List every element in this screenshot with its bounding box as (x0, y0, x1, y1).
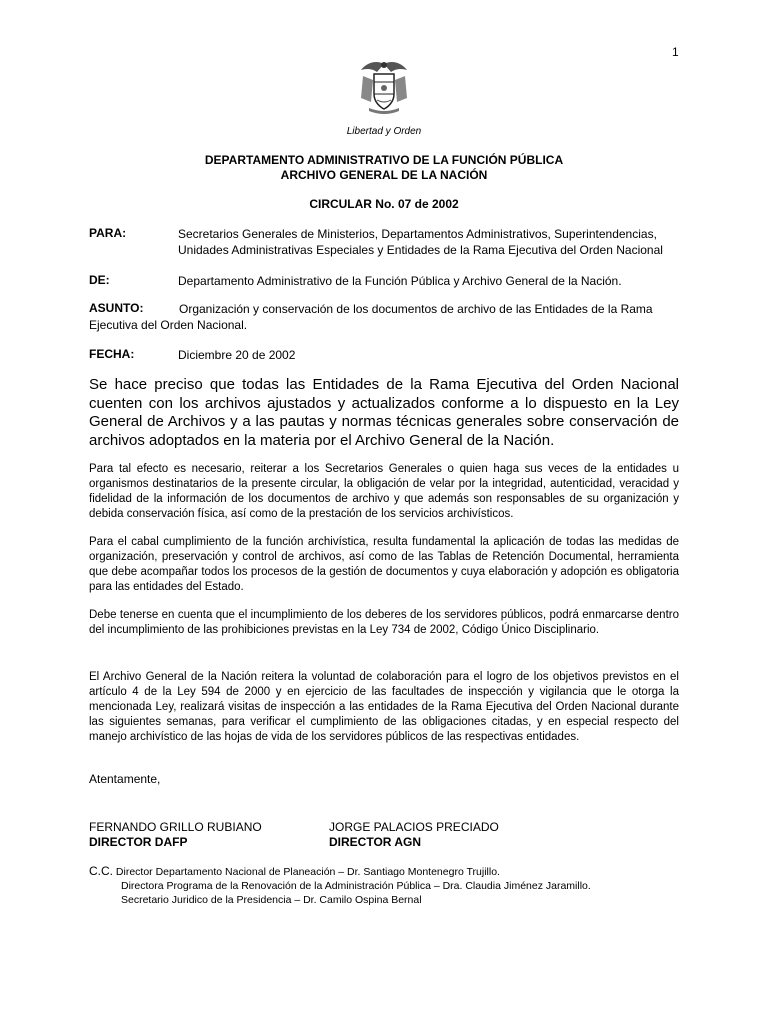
fecha-label: FECHA: (89, 347, 135, 361)
signature-block (89, 820, 262, 850)
para-line: Secretarios Generales de Ministerios, Departamentos Administrativos, Superintendencias, (178, 227, 657, 241)
archive-heading: ARCHIVO GENERAL DE LA NACIÓN (280, 168, 488, 182)
de-label: DE: (89, 273, 110, 287)
para-line: Unidades Administrativas Especiales y Entidades de la Rama Ejecutiva del Orden Nacional (178, 243, 663, 257)
asunto-label: ASUNTO: (89, 301, 144, 315)
body-paragraph: Para el cabal cumplimiento de la función archivística, resulta fundamental la aplicación de todas las medidas de organización, preservación y control de archivos, así como de las Tablas de Retención Documental, herramienta que debe acompañar todos los procesos de la gestión de documentos y cuya elaboración y adopción es obligatoria para las entidades del Estado. (89, 536, 679, 593)
signer-title: DIRECTOR AGN (329, 835, 422, 849)
signature-block (329, 820, 499, 850)
body-paragraph: Para tal efecto es necesario, reiterar a los Secretarios Generales o quien haga sus veces de la entidades u organismos destinatarios de la presente circular, la obligación de velar por la integridad, autenticidad, veracidad y fidelidad de la información de los documentos de archivo y que además son responsables de su organización y debida conservación física, así como de la prestación de los servicios archivísticos. (89, 463, 679, 520)
body-paragraph: Debe tenerse en cuenta que el incumplimiento de los deberes de los servidores públicos, podrá enmarcarse dentro del incumplimiento de las prohibiciones previstas en la Ley 734 de 2002, Código Único Disciplinario. (89, 609, 679, 636)
department-heading: DEPARTAMENTO ADMINISTRATIVO DE LA FUNCIÓN PÚBLICA (204, 153, 564, 167)
body-paragraph: El Archivo General de la Nación reitera la voluntad de colaboración para el logro de los objetivos previstos en el artículo 4 de la Ley 594 de 2000 y en ejercicio de las facultades de inspección y vigilancia que le otorga la mencionada Ley, realizará visitas de inspección a las entidades de la Rama Ejecutiva del Orden Nacional durante las siguientes semanas, para verificar el cumplimiento de las obligaciones citadas, y en especial respecto del manejo archivístico de las hojas de vida de los servidores públicos de las respectivas entidades. (89, 671, 679, 743)
para-label: PARA: (89, 226, 127, 240)
colombia-coat-of-arms-icon (355, 58, 413, 116)
asunto-value: Organización y conservación de los documentos de archivo de las Entidades de la Rama Ejecutiva del Orden Nacional. (89, 302, 653, 332)
cc-line: Secretario Juridico de la Presidencia – Dr. Camilo Ospina Bernal (121, 894, 422, 906)
cc-line: Directora Programa de la Renovación de la Administración Pública – Dra. Claudia Jiménez Jaramillo. (121, 880, 591, 892)
closing: Atentamente, (89, 772, 161, 786)
cc-label: C.C. (89, 864, 113, 878)
signer-name: JORGE PALACIOS PRECIADO (329, 820, 499, 834)
signer-title: DIRECTOR DAFP (89, 835, 188, 849)
cc-block (89, 864, 591, 907)
signer-name: FERNANDO GRILLO RUBIANO (89, 820, 262, 834)
de-value: Departamento Administrativo de la Función Pública y Archivo General de la Nación. (178, 274, 622, 288)
fecha-value: Diciembre 20 de 2002 (178, 348, 296, 362)
para-value (178, 226, 688, 258)
intro-paragraph: Se hace preciso que todas las Entidades de la Rama Ejecutiva del Orden Nacional cuenten con los archivos ajustados y actualizados conforme a lo dispuesto en la Ley General de Archivos y a las pautas y normas técnicas generales sobre conservación de archivos adoptados en la materia por el Archivo General de la Nación. (89, 376, 679, 449)
motto: Libertad y Orden (346, 126, 422, 137)
cc-line: Director Departamento Nacional de Planeación – Dr. Santiago Montenegro Trujillo. (115, 866, 500, 878)
page-number: 1 (672, 45, 679, 59)
circular-number: CIRCULAR No. 07 de 2002 (309, 197, 459, 211)
